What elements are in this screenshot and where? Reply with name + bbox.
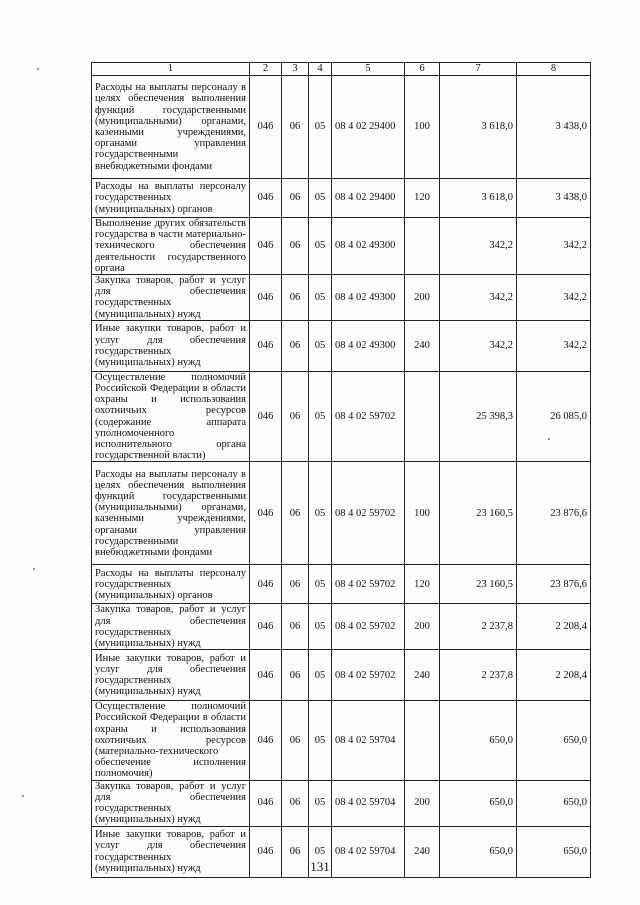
expense-name-cell: Расходы на выплаты персоналу государственных (муниципальных) органов [92,565,250,604]
header-cell: 5 [332,63,405,76]
amount-year2-cell: 650,0 [517,826,591,877]
expense-type-cell: 120 [405,565,440,604]
amount-year1-cell: 342,2 [440,275,517,321]
section-code-cell: 06 [282,604,309,650]
ved-code-cell: 046 [250,826,282,877]
amount-year1-cell: 23 160,5 [440,565,517,604]
expense-type-cell [405,218,440,275]
expense-type-cell: 100 [405,76,440,179]
subsection-code-cell: 05 [309,371,332,462]
table-row [92,604,591,650]
header-row [92,63,591,76]
expense-type-cell: 100 [405,462,440,565]
expense-type-cell [405,371,440,462]
target-article-cell: 08 4 02 59702 [332,650,405,701]
expense-name-cell: Осуществление полномочий Российской Федерации в области охраны и использования охотничьих ресурсов (материально-технического обеспечение исполнения полномочия) [92,701,250,780]
amount-year1-cell: 650,0 [440,780,517,826]
table-row [92,650,591,701]
section-code-cell: 06 [282,218,309,275]
expense-name-cell: Иные закупки товаров, работ и услуг для обеспечения государственных (муниципальных) нужд [92,826,250,877]
target-article-cell: 08 4 02 59702 [332,604,405,650]
ved-code-cell: 046 [250,780,282,826]
amount-year1-cell: 2 237,8 [440,604,517,650]
amount-year1-cell: 3 618,0 [440,179,517,218]
amount-year2-cell: 2 208,4 [517,650,591,701]
target-article-cell: 08 4 02 49300 [332,275,405,321]
target-article-cell: 08 4 02 49300 [332,218,405,275]
amount-year2-cell: 3 438,0 [517,76,591,179]
target-article-cell: 08 4 02 59704 [332,701,405,780]
subsection-code-cell: 05 [309,826,332,877]
amount-year2-cell: 650,0 [517,701,591,780]
table-row [92,320,591,371]
target-article-cell: 08 4 02 59704 [332,780,405,826]
ved-code-cell: 046 [250,462,282,565]
expense-name-cell: Расходы на выплаты персоналу государственных (муниципальных) органов [92,179,250,218]
subsection-code-cell: 05 [309,650,332,701]
ved-code-cell: 046 [250,565,282,604]
expense-name-cell: Закупка товаров, работ и услуг для обеспечения государственных (муниципальных) нужд [92,604,250,650]
target-article-cell: 08 4 02 29400 [332,179,405,218]
expense-type-cell: 200 [405,780,440,826]
amount-year2-cell: 26 085,0 [517,371,591,462]
header-cell: 4 [309,63,332,76]
header-cell: 6 [405,63,440,76]
table-row [92,462,591,565]
subsection-code-cell: 05 [309,179,332,218]
amount-year1-cell: 23 160,5 [440,462,517,565]
section-code-cell: 06 [282,179,309,218]
ved-code-cell: 046 [250,650,282,701]
expense-name-cell: Расходы на выплаты персоналу в целях обеспечения выполнения функций государственными (муниципальными) органами, казенными учреждениями, органами управления государственными внебюджетными фондами [92,462,250,565]
expense-type-cell: 200 [405,604,440,650]
ved-code-cell: 046 [250,371,282,462]
amount-year2-cell: 650,0 [517,780,591,826]
scan-speck [33,568,35,570]
section-code-cell: 06 [282,275,309,321]
ved-code-cell: 046 [250,218,282,275]
amount-year2-cell: 23 876,6 [517,565,591,604]
header-cell: 7 [440,63,517,76]
section-code-cell: 06 [282,826,309,877]
expense-type-cell: 200 [405,275,440,321]
expense-type-cell: 240 [405,320,440,371]
table-row [92,371,591,462]
target-article-cell: 08 4 02 59702 [332,371,405,462]
amount-year1-cell: 650,0 [440,701,517,780]
table-row [92,275,591,321]
target-article-cell: 08 4 02 59702 [332,462,405,565]
expense-name-cell: Выполнение других обязательств государства в части материально-технического обеспечения деятельности государственного органа [92,218,250,275]
table-row [92,76,591,179]
subsection-code-cell: 05 [309,565,332,604]
subsection-code-cell: 05 [309,604,332,650]
page-number: 131 [310,859,330,874]
table-row [92,565,591,604]
ved-code-cell: 046 [250,604,282,650]
ved-code-cell: 046 [250,320,282,371]
expense-name-cell: Расходы на выплаты персоналу в целях обеспечения выполнения функций государственными (муниципальными) органами, казенными учреждениями, органами управления государственными внебюджетными фондами [92,76,250,179]
section-code-cell: 06 [282,565,309,604]
amount-year1-cell: 2 237,8 [440,650,517,701]
section-code-cell: 06 [282,371,309,462]
section-code-cell: 06 [282,650,309,701]
section-code-cell: 06 [282,462,309,565]
subsection-code-cell: 05 [309,320,332,371]
table-row [92,780,591,826]
target-article-cell: 08 4 02 59702 [332,565,405,604]
expense-name-cell: Иные закупки товаров, работ и услуг для обеспечения государственных (муниципальных) нужд [92,320,250,371]
budget-table [91,62,591,878]
subsection-code-cell: 05 [309,780,332,826]
expense-name-cell: Осуществление полномочий Российской Федерации в области охраны и использования охотничьих ресурсов (содержание аппарата уполномоченного исполнительного органа государственной власти) [92,371,250,462]
ved-code-cell: 046 [250,701,282,780]
subsection-code-cell: 05 [309,701,332,780]
amount-year1-cell: 342,2 [440,320,517,371]
amount-year2-cell: 2 208,4 [517,604,591,650]
ved-code-cell: 046 [250,275,282,321]
scan-speck [37,68,39,70]
amount-year2-cell: 342,2 [517,320,591,371]
header-cell: 1 [92,63,250,76]
header-cell: 2 [250,63,282,76]
subsection-code-cell: 05 [309,275,332,321]
subsection-code-cell: 05 [309,218,332,275]
target-article-cell: 08 4 02 49300 [332,320,405,371]
expense-name-cell: Закупка товаров, работ и услуг для обеспечения государственных (муниципальных) нужд [92,275,250,321]
expense-name-cell: Иные закупки товаров, работ и услуг для обеспечения государственных (муниципальных) нужд [92,650,250,701]
amount-year2-cell: 3 438,0 [517,179,591,218]
section-code-cell: 06 [282,320,309,371]
target-article-cell: 08 4 02 29400 [332,76,405,179]
table-row [92,218,591,275]
expense-type-cell: 240 [405,650,440,701]
expense-type-cell [405,701,440,780]
target-article-cell: 08 4 02 59704 [332,826,405,877]
subsection-code-cell: 05 [309,76,332,179]
section-code-cell: 06 [282,701,309,780]
expense-type-cell: 240 [405,826,440,877]
amount-year1-cell: 3 618,0 [440,76,517,179]
amount-year1-cell: 342,2 [440,218,517,275]
section-code-cell: 06 [282,780,309,826]
expense-type-cell: 120 [405,179,440,218]
ved-code-cell: 046 [250,76,282,179]
amount-year2-cell: 342,2 [517,218,591,275]
header-cell: 8 [517,63,591,76]
header-cell: 3 [282,63,309,76]
section-code-cell: 06 [282,76,309,179]
expense-name-cell: Закупка товаров, работ и услуг для обеспечения государственных (муниципальных) нужд [92,780,250,826]
scan-speck [22,795,24,797]
table-row [92,179,591,218]
table-row [92,701,591,780]
subsection-code-cell: 05 [309,462,332,565]
amount-year2-cell: 342,2 [517,275,591,321]
amount-year1-cell: 25 398,3 [440,371,517,462]
amount-year1-cell: 650,0 [440,826,517,877]
amount-year2-cell: 23 876,6 [517,462,591,565]
ved-code-cell: 046 [250,179,282,218]
